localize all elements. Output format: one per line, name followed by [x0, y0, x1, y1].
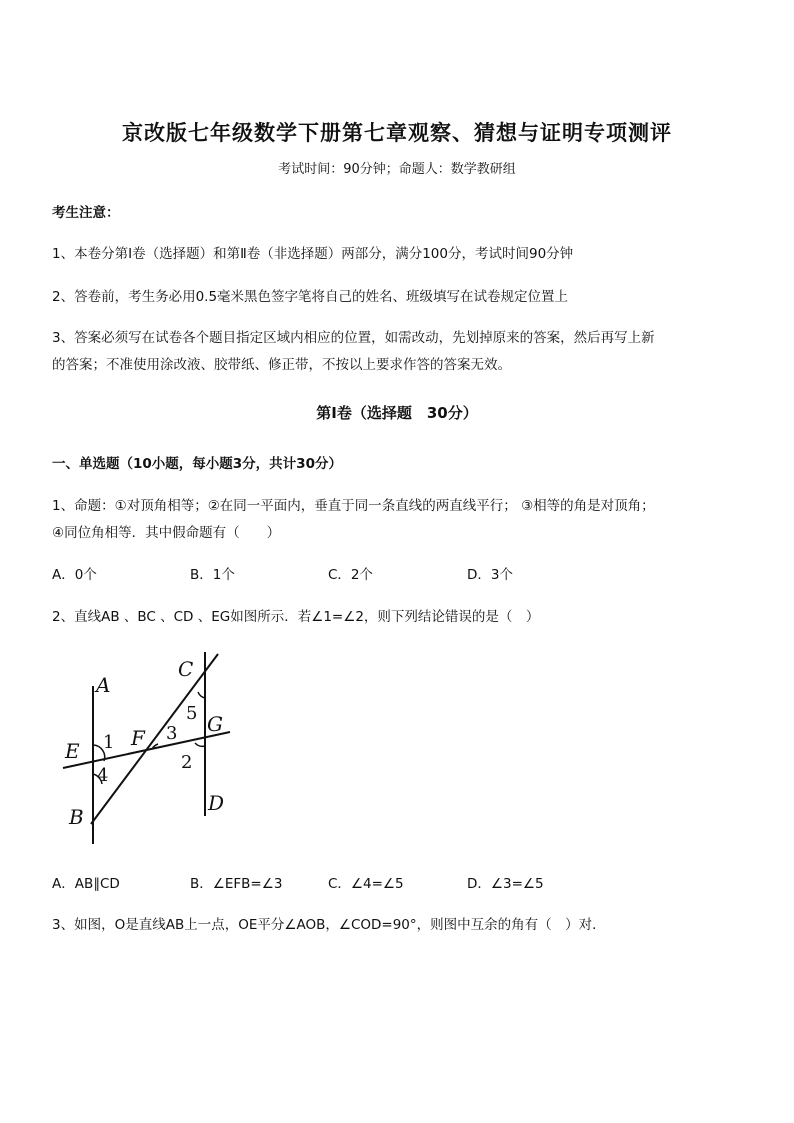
geometry-figure [58, 648, 258, 848]
exam-info: 考试时间：90分钟；命题人：数学教研组 [278, 162, 516, 177]
angle-5-arc [198, 692, 205, 698]
part-title: 第Ⅰ卷（选择题 30分） [316, 404, 478, 422]
question-2-stem: 2、直线AB 、BC 、CD 、EG如图所示．若∠1=∠2，则下列结论错误的是（ ） [52, 609, 540, 625]
q2-option-d[interactable]: D．∠3=∠5 [467, 876, 544, 892]
notice-item: 1、本卷分第Ⅰ卷（选择题）和第Ⅱ卷（非选择题）两部分，满分100分，考试时间90分钟 [52, 246, 574, 262]
q1-option-c[interactable]: C．2个 [328, 567, 374, 583]
q2-option-b[interactable]: B．∠EFB=∠3 [190, 876, 283, 892]
label-b: B [69, 805, 84, 829]
label-d: D [208, 791, 225, 815]
label-f: F [131, 726, 145, 750]
question-3-stem: 3、如图，O是直线AB上一点，OE平分∠AOB，∠COD=90°，则图中互余的角有（ ）对． [52, 917, 606, 933]
label-g: G [207, 712, 223, 736]
notice-item: 3、答案必须写在试卷各个题目指定区域内相应的位置，如需改动，先划掉原来的答案，然后再写上新 [52, 330, 655, 346]
angle-2-label: 2 [181, 752, 193, 773]
notice-item: 的答案；不准使用涂改液、胶带纸、修正带，不按以上要求作答的答案无效。 [52, 357, 511, 373]
label-c: C [178, 657, 194, 681]
question-1-line-2: ④同位角相等．其中假命题有（ ） [52, 525, 281, 541]
q2-option-c[interactable]: C．∠4=∠5 [328, 876, 404, 892]
q1-option-d[interactable]: D．3个 [467, 567, 513, 583]
q1-option-a[interactable]: A．0个 [52, 567, 97, 583]
q2-option-a[interactable]: A．AB∥CD [52, 876, 120, 892]
angle-1-label: 1 [103, 732, 115, 753]
angle-3-label: 3 [166, 723, 178, 744]
label-a: A [96, 673, 111, 697]
notice-heading: 考生注意： [52, 205, 120, 221]
angle-4-label: 4 [97, 765, 109, 786]
question-1-line-1: 1、命题：①对顶角相等；②在同一平面内，垂直于同一条直线的两直线平行； ③相等的角是对顶角； [52, 498, 655, 514]
angle-5-label: 5 [186, 703, 198, 724]
q1-option-b[interactable]: B．1个 [190, 567, 235, 583]
angle-2-arc [195, 743, 205, 746]
section-heading: 一、单选题（10小题，每小题3分，共计30分） [52, 456, 342, 472]
label-e: E [65, 739, 80, 763]
page-title: 京改版七年级数学下册第七章观察、猜想与证明专项测评 [122, 120, 672, 145]
notice-item: 2、答卷前，考生务必用0.5毫米黑色签字笔将自己的姓名、班级填写在试卷规定位置上 [52, 289, 569, 305]
